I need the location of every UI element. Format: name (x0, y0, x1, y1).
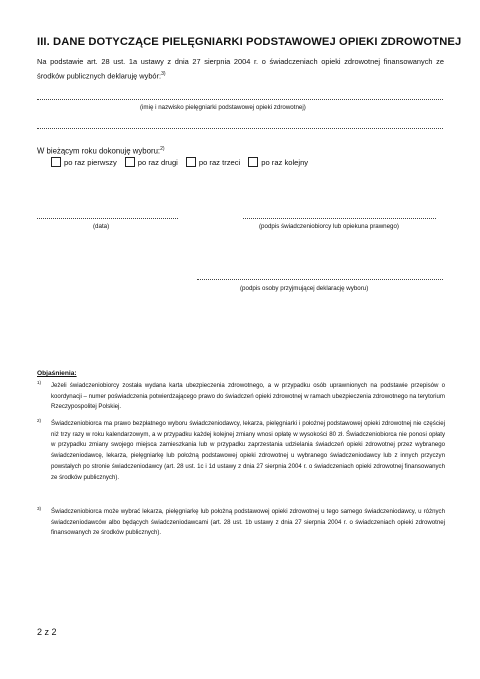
option-first-time[interactable] (51, 157, 117, 167)
nurse-details-field[interactable] (37, 128, 443, 129)
nurse-name-caption: (imię i nazwisko pielęgniarki podstawowej opieki zdrowotnej) (140, 104, 306, 111)
option-second-time-label: po raz drugi (137, 157, 178, 167)
intro-paragraph (37, 55, 444, 82)
intro-text: Na podstawie art. 28 ust. 1a ustawy z dnia 27 sierpnia 2004 r. o świadczeniach opieki zdrowotnej finansowanych ze środków publicznych deklaruję wybór: (37, 57, 444, 81)
current-year-label (37, 146, 165, 156)
option-third-time-label: po raz trzeci (198, 157, 241, 167)
note-3-number: 3) (37, 506, 42, 511)
nurse-name-field[interactable] (37, 99, 443, 100)
date-field[interactable] (37, 218, 178, 219)
checkbox-first-time[interactable] (51, 157, 61, 167)
beneficiary-signature-caption: (podpis świadczeniobiorcy lub opiekuna prawnego) (259, 223, 399, 230)
choice-count-options (51, 157, 316, 167)
intro-footnote-ref: 3) (161, 71, 166, 77)
note-1-number: 1) (37, 380, 42, 385)
note-2-text: Świadczeniobiorca ma prawo bezpłatnego wyboru świadczeniodawcy, lekarza, pielęgniarki i położnej podstawowej opieki zdrowotnej nie częściej niż trzy razy w roku kalendarzowym, a w przypadku każdej kolejnej zmiany wnosi opłatę w wysokości 80 zł. Świadczeniobiorca nie ponosi opłaty w przypadku zmiany swojego miejsca zamieszkania lub w przypadku zaprzestania udzielania świadczeń opieki zdrowotnej przez wybranego świadczeniodawcę, lekarza, pielęgniarkę lub położną podstawowej opieki zdrowotnej u wybranego świadczeniodawcy lub z innych przyczyn powstałych po stronie świadczeniodawcy (art. 28 ust. 1c i 1d ustawy z dnia 27 sierpnia 2004 r. o świadczeniach opieki zdrowotnej finansowanych ze środków publicznych). (51, 420, 445, 481)
note-2-number: 2) (37, 418, 42, 423)
checkbox-second-time[interactable] (125, 157, 135, 167)
option-next-time-label: po raz kolejny (261, 157, 309, 167)
beneficiary-signature-field[interactable] (243, 218, 436, 219)
option-next-time[interactable] (248, 157, 308, 167)
date-caption: (data) (93, 223, 110, 230)
page-number: 2 z 2 (37, 627, 57, 637)
option-first-time-label: po raz pierwszy (64, 157, 117, 167)
notes-heading: Objaśnienia: (37, 370, 77, 377)
note-1-text: Jeżeli świadczeniobiorcy została wydana karta ubezpieczenia zdrowotnego, a w przypadku osób uprawnionych na podstawie przepisów o koordynacji – numer poświadczenia potwierdzającego prawo do świadczeń opieki zdrowotnej w ramach ubezpieczenia zdrowotnego na terytorium Rzeczypospolitej Polskiej. (51, 382, 445, 411)
section-title: III. DANE DOTYCZĄCE PIELĘGNIARKI PODSTAWOWEJ OPIEKI ZDROWOTNEJ (37, 36, 462, 48)
checkbox-next-time[interactable] (248, 157, 258, 167)
option-second-time[interactable] (125, 157, 178, 167)
current-year-footnote-ref: 2) (160, 146, 165, 152)
receiver-signature-field[interactable] (197, 279, 443, 280)
receiver-signature-caption: (podpis osoby przyjmującej deklarację wyboru) (240, 285, 369, 292)
note-3-text: Świadczeniobiorca może wybrać lekarza, pielęgniarkę lub położną podstawowej opieki zdrowotnej u tego samego świadczeniodawcy, u różnych świadczeniodawców albo będących świadczeniodawcami (art. 28 ust. 1b ustawy z dnia 27 sierpnia 2004 r. o świadczeniach opieki zdrowotnej finansowanych ze środków publicznych). (51, 508, 445, 537)
checkbox-third-time[interactable] (186, 157, 196, 167)
option-third-time[interactable] (186, 157, 240, 167)
current-year-label-text: W bieżącym roku dokonuję wyboru: (37, 146, 161, 156)
